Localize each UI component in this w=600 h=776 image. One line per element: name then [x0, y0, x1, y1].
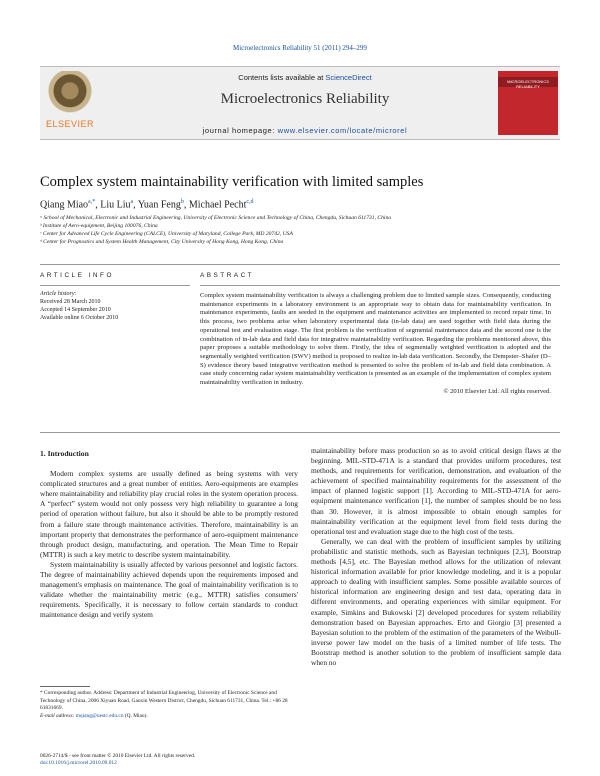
- affiliation-c: ᶜ Center for Advanced Life Cycle Engineering (CALCE), University of Maryland, College Park, MD 20742, USA: [40, 231, 293, 237]
- author-affiliation-marker[interactable]: a,*: [88, 199, 96, 205]
- elsevier-tree-icon: [48, 71, 92, 115]
- article-history: [40, 290, 190, 322]
- cover-title: MICROELECTRONICS RELIABILITY: [507, 79, 549, 89]
- divider-abstract: [200, 285, 560, 286]
- history-received: Received 28 March 2010: [40, 299, 101, 305]
- issn-doi-block: [40, 753, 340, 767]
- intro-paragraph-2: System maintainability is usually affected by various personnel and logistic factors. The degree of maintainability achieved depends upon the requirements imposed and management's emphasis on maintenance. The goal of maintainability verification is to validate whether the maintainability metric (e.g., MTTR) satisfies consumers' requirements. Specifically, it is necessary to follow certain standards to conduct maintenance design and verify system: [40, 559, 298, 620]
- elsevier-wordmark: ELSEVIER: [45, 119, 95, 129]
- author-list: Qiang Miao$^{a,*}$, Liu Liu$^a$, Yuan Feng$^b$, Michael Pecht$^{c,d}$: [40, 199, 254, 211]
- divider-body: [40, 432, 560, 433]
- divider-top: [40, 264, 560, 265]
- corresponding-author-footnote: [40, 690, 298, 720]
- author-name: Qiang Miao: [40, 199, 89, 211]
- email-suffix: (Q. Miao).: [123, 712, 148, 719]
- journal-title: Microelectronics Reliability: [220, 91, 390, 107]
- author-name: Yuan Feng: [137, 199, 181, 211]
- author-affiliation-marker[interactable]: a: [130, 199, 134, 205]
- abstract-body: [200, 292, 551, 396]
- author-affiliation-marker[interactable]: c,d: [246, 199, 254, 205]
- affiliation-b: ᵇ Institute of Aero-equipment, Beijing 100076, China: [40, 223, 158, 229]
- abstract-copyright: © 2010 Elsevier Ltd. All rights reserved.: [443, 387, 551, 395]
- email-line: [40, 713, 298, 721]
- history-heading: Article history:: [40, 291, 77, 297]
- issn-line: 0026-2714/$ - see front matter © 2010 Elsevier Ltd. All rights reserved.: [40, 753, 196, 759]
- history-accepted: Accepted 14 September 2010: [40, 307, 111, 313]
- author-name: Michael Pecht: [188, 199, 247, 211]
- journal-cover-thumbnail[interactable]: [498, 71, 558, 135]
- journal-homepage-line: [160, 126, 450, 135]
- abstract-text: Complex system maintainability verification is always a challenging problem due to limited sample sizes. Consequently, conducting maintenance experiments in a laboratory environment is an appropriate way to obtain data for maintainability verification. In maintenance experiments, faults are seeded in the equipment and maintenance activities are implemented to record repair time. In this process, two problems arise when laboratory experimental data (in-lab data) are used together with field data during the operational test and evaluation stage. The first problem is the verification of segmental maintenance data and the second one is the combination of in-lab data and field data for integrative maintainability verification. Regarding the problems mentioned above, this paper proposes a suitable methodology to solve them. Firstly, the idea of segmentally weighted verification is adopted and the segmentally weighted verification (SWV) method is proposed to realize in-lab data verification. Secondly, the Dempster–Shafer (D–S) evidence theory based integrative verification method is presented to solve the problem of in-lab and field data combination. A case study concerning radar system maintainability verification is presented as an example of the implementation of complex system maintainability verification in industry.: [200, 292, 551, 387]
- corresponding-author-text: * Corresponding author. Address: Department of Industrial Engineering, University of Electronic Science and Technology of China, 2006 Xiyuan Road, Gaoxin Western District, Chengdu, Sichuan 611731, China. Tel.: +86 28 61831669.: [40, 690, 288, 712]
- body-column-left: [40, 449, 298, 621]
- abstract-label: ABSTRACT: [200, 272, 255, 279]
- section-heading-introduction: 1. Introduction: [40, 449, 89, 458]
- journal-header: [40, 66, 560, 140]
- affiliation-d: ᵈ Center for Prognostics and System Health Management, City University of Hong Kong, Hong Kong, China: [40, 239, 284, 245]
- doi-link[interactable]: doi:10.1016/j.microrel.2010.09.012: [40, 760, 117, 766]
- intro-paragraph-1: Modern complex systems are usually defined as being systems with very complicated structures and a great number of entities. Aero-equipments are examples where maintainability and reliability play crucial roles in the system operation process. A “perfect” system would not only possess very high reliability to guarantee a long period of operation without failure, but also it should be able to be promptly restored from a failure state through maintenance activities. Therefore, maintainability is an important property that demonstrates the performance of aero-equipment maintenance through product design, manufacturing, and operation. The Mean Time to Repair (MTTR) is such a key metric to describe system maintainability.: [40, 469, 298, 559]
- divider-info: [40, 285, 190, 286]
- author-name: Liu Liu: [100, 199, 131, 211]
- article-title: Complex system maintainability verification with limited samples: [40, 174, 424, 190]
- author-email-link[interactable]: mqiang@uestc.edu.cn: [75, 712, 124, 719]
- history-available-online: Available online 6 October 2010: [40, 315, 119, 321]
- contents-available-line: [180, 73, 430, 82]
- author-affiliation-marker[interactable]: b: [180, 199, 184, 205]
- sciencedirect-link[interactable]: ScienceDirect: [325, 73, 372, 82]
- email-label: E-mail address:: [40, 712, 76, 719]
- homepage-prefix: journal homepage:: [202, 126, 278, 135]
- contents-prefix: Contents lists available at: [238, 73, 326, 82]
- article-info-label: ARTICLE INFO: [40, 272, 114, 279]
- journal-reference[interactable]: Microelectronics Reliability 51 (2011) 294–299: [233, 44, 367, 52]
- footnote-rule: [40, 686, 90, 687]
- intro-paragraph-3: maintainability before mass production so as to avoid critical design flaws at the beginning. MIL-STD-471A is a standard that provides uniform procedures, test methods, and requirements for verification, demonstration, and evaluation of the achievement of specified maintainability requirements for the assessment of the impact of planned logistic support [1]. According to MIL-STD-471A for aero-equipment maintenance verification [1], the number of samples should be no less than 30. However, it is almost impossible to obtain enough samples for maintainability verification at the equipment level from field tests during the operational test and evaluation stage due to the high cost of the tests.: [311, 446, 561, 536]
- homepage-link[interactable]: www.elsevier.com/locate/microrel: [277, 126, 408, 135]
- intro-paragraph-4: Generally, we can deal with the problem of insufficient samples by utilizing probabilistic and statistic methods, such as Bayesian techniques [2,3], Bootstrap methods [4,5], etc. The Bayesian method allows for the utilization of relevant historical information available for prior knowledge modeling, and it is a popular approach to dealing with insufficient samples. Some possible available sources of historical information are engineering design and test data, operating data in different environments, and operating experiences with similar equipment. For example, Simkins and Bukowski [2] developed procedures for system reliability demonstration based on Bayesian approaches. Erto and Giorgio [3] presented a Bayesian solution to the problem of the estimation of the parameters of the Weibull-inverse power law model on the basis of a limited number of life tests. The Bootstrap method is another solution to the problem of insufficient sample data when no: [311, 536, 561, 667]
- elsevier-logo[interactable]: [42, 71, 98, 135]
- affiliation-a: ᵃ School of Mechanical, Electronic and Industrial Engineering, University of Electronic Science and Technology of China, Chengdu, Sichuan 611731, China: [40, 215, 392, 221]
- body-column-right: [311, 446, 561, 668]
